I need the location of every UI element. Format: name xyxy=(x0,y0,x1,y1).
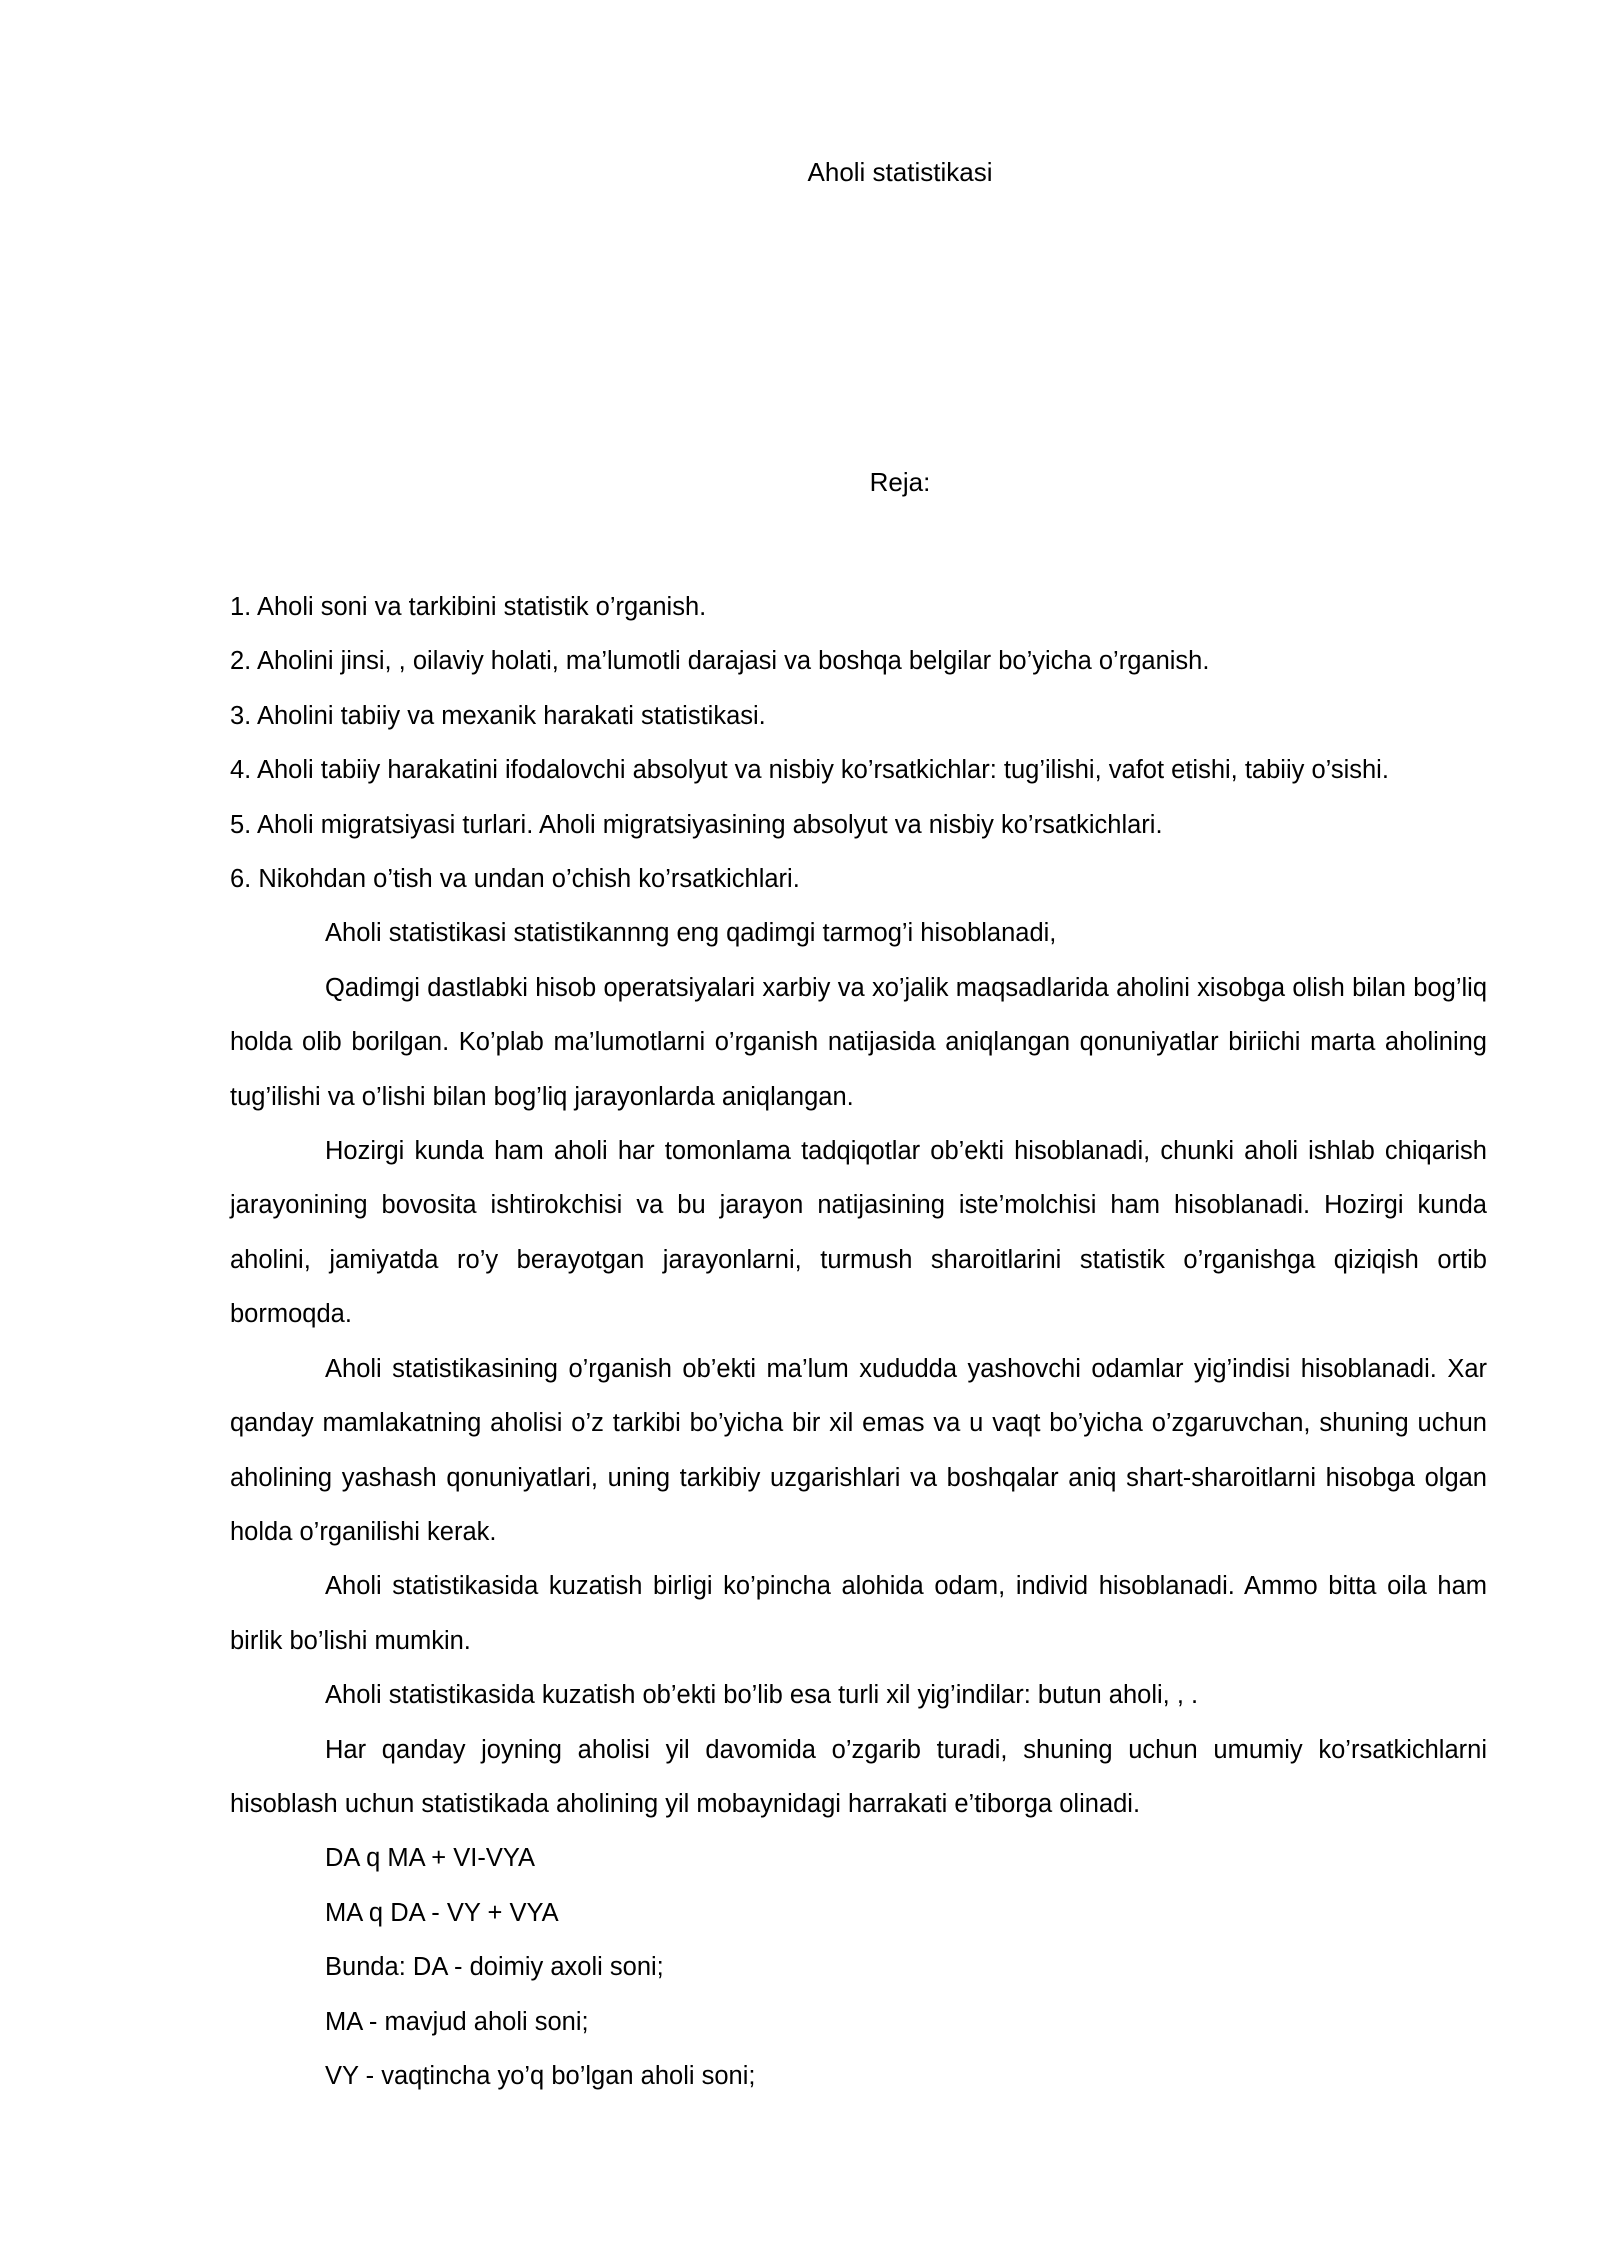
document-body xyxy=(230,580,1487,2103)
document-title: Aholi statistikasi xyxy=(807,157,993,187)
formula-line: VY - vaqtincha yo’q bo’lgan aholi soni; xyxy=(325,2061,756,2090)
plan-item: 5. Aholi migratsiyasi turlari. Aholi migratsiyasining absolyut va nisbiy ko’rsatkichlari. xyxy=(230,810,1163,839)
paragraph: Aholi statistikasining o’rganish ob’ekti ma’lum xududda yashovchi odamlar yig’indisi hisoblanadi. Xar qanday mamlakatning aholisi o’z tarkibi bo’yicha bir xil emas va u vaqt bo’yicha o’zgaruvchan, shuning uchun aholining yashash qonuniyatlari, uning tarkibiy uzgarishlari va boshqalar aniq shart-sharoitlarni hisobga olgan holda o’rganilishi kerak. xyxy=(230,1354,1487,1546)
paragraph: Qadimgi dastlabki hisob operatsiyalari xarbiy va xo’jalik maqsadlarida aholini xisobga olish bilan bog’liq holda olib borilgan. Ko’plab ma’lumotlarni o’rganish natijasida aniqlangan qonuniyatlar biriichi marta aholining tug’ilishi va o’lishi bilan bog’liq jarayonlarda aniqlangan. xyxy=(230,973,1487,1111)
plan-heading: Reja: xyxy=(869,467,931,497)
plan-item: 6. Nikohdan o’tish va undan o’chish ko’rsatkichlari. xyxy=(230,865,800,894)
formula-line: MA - mavjud aholi soni; xyxy=(325,2007,589,2036)
paragraph: Hozirgi kunda ham aholi har tomonlama tadqiqotlar ob’ekti hisoblanadi, chunki aholi ishlab chiqarish jarayonining bovosita ishtirokchisi va bu jarayon natijasining iste’molchisi ham hisoblanadi. Hozirgi kunda aholini, jamiyatda ro’y berayotgan jarayonlarni, turmush sharoitlarini statistik o’rganishga qiziqish ortib bormoqda. xyxy=(230,1137,1487,1329)
plan-item: 3. Aholini tabiiy va mexanik harakati statistikasi. xyxy=(230,701,766,730)
paragraph: Aholi statistikasida kuzatish ob’ekti bo’lib esa turli xil yig’indilar: butun aholi, , . xyxy=(325,1681,1199,1710)
paragraph: Aholi statistikasida kuzatish birligi ko’pincha alohida odam, individ hisoblanadi. Ammo bitta oila ham birlik bo’lishi mumkin. xyxy=(230,1572,1487,1655)
formula-line: MA q DA - VY + VYA xyxy=(325,1898,559,1927)
paragraph: Aholi statistikasi statistikannng eng qadimgi tarmog’i hisoblanadi, xyxy=(325,919,1057,948)
plan-list xyxy=(230,580,1487,906)
plan-item: 4. Aholi tabiiy harakatini ifodalovchi absolyut va nisbiy ko’rsatkichlar: tug’ilishi, vafot etishi, tabiiy o’sishi. xyxy=(230,756,1389,785)
formula-line: Bunda: DA - doimiy axoli soni; xyxy=(325,1953,664,1982)
paragraph: Har qanday joyning aholisi yil davomida o’zgarib turadi, shuning uchun umumiy ko’rsatkichlarni hisoblash uchun statistikada aholining yil mobaynidagi harrakati e’tiborga olinadi. xyxy=(230,1735,1487,1818)
plan-item: 1. Aholi soni va tarkibini statistik o’rganish. xyxy=(230,593,707,621)
plan-item: 2. Aholini jinsi, , oilaviy holati, ma’lumotli darajasi va boshqa belgilar bo’yicha o’rganish. xyxy=(230,647,1210,676)
formula-line: DA q MA + VI-VYA xyxy=(325,1844,535,1873)
